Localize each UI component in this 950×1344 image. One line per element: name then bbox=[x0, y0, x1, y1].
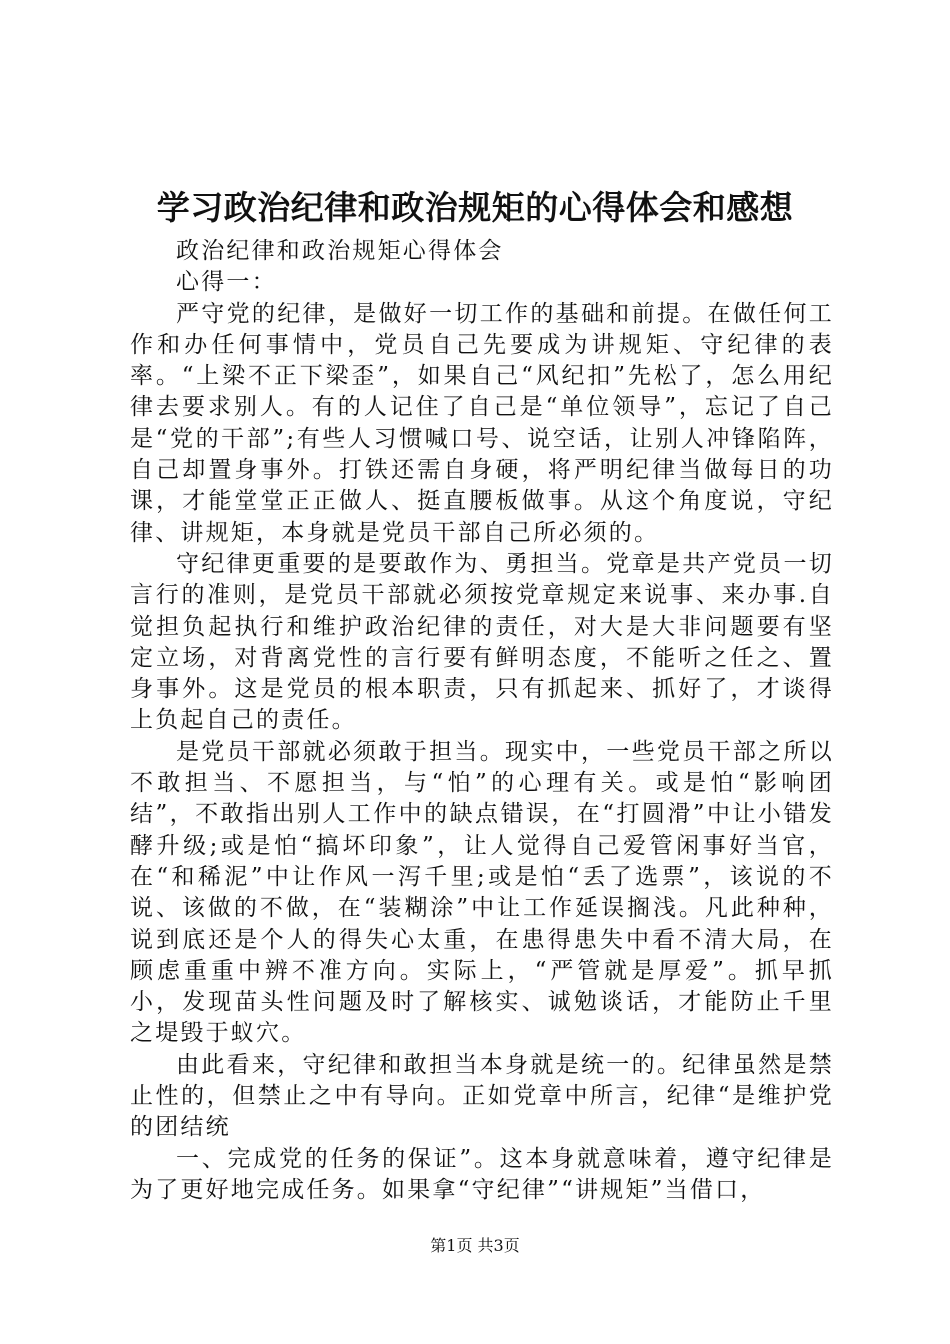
document-body bbox=[130, 236, 834, 1206]
paragraph-section-heading: 心得一： bbox=[176, 269, 277, 296]
page-number-footer: 第1页 共3页 bbox=[430, 1236, 520, 1255]
paragraph: 由此看来，守纪律和敢担当本身就是统一的。纪律虽然是禁止性的，但禁止之中有导向。正如党章中所言，纪律“是维护党的团结统 bbox=[130, 1051, 834, 1141]
document-title: 学习政治纪律和政治规矩的心得体会和感想 bbox=[156, 188, 794, 227]
paragraph: 守纪律更重要的是要敢作为、勇担当。党章是共产党员一切言行的准则，是党员干部就必须按党章规定来说事、来办事.自觉担负起执行和维护政治纪律的责任，对大是大非问题要有坚定立场，对背离党性的言行要有鲜明态度，不能听之任之、置身事外。这是党员的根本职责，只有抓起来、抓好了，才谈得上负起自己的责任。 bbox=[130, 550, 834, 734]
paragraph: 是党员干部就必须敢于担当。现实中，一些党员干部之所以不敢担当、不愿担当，与“怕”的心理有关。或是怕“影响团结”，不敢指出别人工作中的缺点错误，在“打圆滑”中让小错发酵升级;或是怕“搞坏印象”，让人觉得自己爱管闲事好当官，在“和稀泥”中让作风一泻千里;或是怕“丢了选票”，该说的不说、该做的不做，在“装糊涂”中让工作延误搁浅。凡此种种，说到底还是个人的得失心太重，在患得患失中看不清大局，在顾虑重重中辨不准方向。实际上，“严管就是厚爱”。抓早抓小，发现苗头性问题及时了解核实、诚勉谈话，才能防止千里之堤毁于蚁穴。 bbox=[130, 738, 834, 1047]
paragraph-subtitle: 政治纪律和政治规矩心得体会 bbox=[176, 238, 504, 264]
paragraph: 严守党的纪律，是做好一切工作的基础和前提。在做任何工作和办任何事情中，党员自己先要成为讲规矩、守纪律的表率。“上梁不正下梁歪”，如果自己“风纪扣”先松了，怎么用纪律去要求别人。有的人记住了自己是“单位领导”，忘记了自己是“党的干部”;有些人习惯喊口号、说空话，让别人冲锋陷阵，自己却置身事外。打铁还需自身硬，将严明纪律当做每日的功课，才能堂堂正正做人、挺直腰板做事。从这个角度说，守纪律、讲规矩，本身就是党员干部自己所必须的。 bbox=[130, 300, 834, 546]
paragraph: 一、完成党的任务的保证”。这本身就意味着，遵守纪律是为了更好地完成任务。如果拿“守纪律”“讲规矩”当借口， bbox=[130, 1145, 834, 1203]
